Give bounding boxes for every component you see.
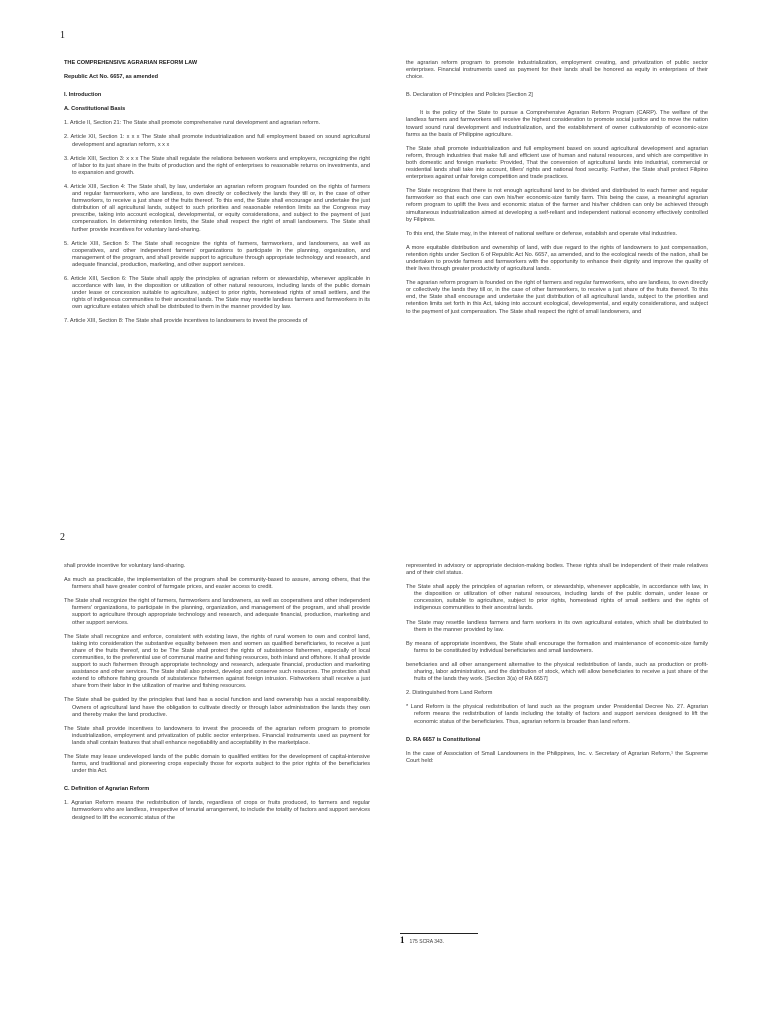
paragraph: In the case of Association of Small Landowners in the Philippines, Inc. v. Secretary of Agrarian Reform,¹ the Supreme Court held:	[406, 750, 708, 764]
paragraph: A more equitable distribution and ownership of land, with due regard to the rights of landowners to just compensation, retention rights under Section 6 of Republic Act No. 6657, as amended, and to the ecological needs of the nation, shall be undertaken to provide farmers and farmworkers with the opportunity to enhance their dignity and improve the quality of their lives through greater productivity of agricultural lands.	[406, 244, 708, 273]
paragraph: To this end, the State may, in the interest of national welfare or defense, establish and operate vital industries.	[406, 230, 678, 237]
paragraph: 3. Article XIII, Section 3: x x x The State shall regulate the relations between workers and employers, recognizing the right of labor to its just share in the fruits of production and the right of enterprises to reasonable returns on investments, and to expansion and growth.	[64, 155, 370, 176]
paragraph: The State shall promote industrialization and full employment based on sound agricultural development and agrarian reform, through industries that make full and efficient use of human and natural resources, and which are competitive in both domestic and foreign markets: Provided, That the conversion of agricultural lands into industrial, commercial or residential lands shall take into account, tillers' rights and national food security. Further, the State shall protect Filipino enterprises against unfair foreign competition and trade practices.	[406, 145, 708, 181]
paragraph: The State shall recognize and enforce, consistent with existing laws, the rights of rural women to own and control land, taking into consideration the substantive equality between men and women as qualified beneficiaries, to receive a just share of the fruits thereof, and to be The State shall protect the rights of subsistence fishermen, especially of local communities, to the preferential use of communal marine and fishing resources, both inland and offshore. It shall provide support to such fishermen through appropriate technology and research, adequate financial, production and marketing assistance and other services. The State shall also protect, develop and conserve such resources. The protection shall extend to offshore fishing grounds of subsistence fishermen against foreign intrusion. Fishworkers shall receive a just share from their labor in the utilization of marine and fishing resources.	[64, 633, 370, 690]
paragraph: shall provide incentive for voluntary land-sharing.	[64, 563, 186, 569]
paragraph: 4. Article XIII, Section 4: The State shall, by law, undertake an agrarian reform program founded on the rights of farmers and regular farmworkers, who are landless, to own directly or collectively the lands they till or, in the case of other farmworkers, to receive a just share of the fruits thereof. To this end, the State shall encourage and undertake the just distribution of all agricultural lands, subject to such priorities and reasonable retention limits as the Congress may prescribe, taking into account ecological, developmental, or equity considerations, and subject to the payment of just compensation. In determining retention limits, the State shall respect the right of small landowners. The State shall further provide incentives for voluntary land-sharing.	[64, 183, 370, 233]
paragraph: The State shall apply the principles of agrarian reform, or stewardship, whenever applicable, in accordance with law, in the disposition or utilization of other natural resources, including lands of the public domain, under lease or concession, suitable to agriculture, subject to prior rights, homestead rights of small settlers and the rights of indigenous communities to their ancestral lands.	[406, 584, 708, 612]
footnote-text: 175 SCRA 343.	[409, 939, 444, 945]
page1-left-column	[64, 60, 370, 333]
paragraph: 7. Article XIII, Section 8: The State shall provide incentives to landowners to invest the proceeds of	[64, 318, 308, 325]
paragraph: The State may lease undeveloped lands of the public domain to qualified entities for the development of capital-intensive farms, and traditional and pioneering crops especially those for exports subject to the prior rights of the beneficiaries under this Act.	[64, 753, 370, 775]
paragraph: 2. Distinguished from Land Reform	[406, 690, 493, 697]
page2-right-column	[406, 563, 708, 772]
paragraph: 5. Article XIII, Section 5: The State shall recognize the rights of farmers, farmworkers, and landowners, as well as cooperatives, and other independent farmers' organizations to participate in the planning, organization, and management of the program, and shall provide support to agriculture through appropriate technology and research, and adequate financial, production, marketing, and other support services.	[64, 240, 370, 268]
paragraph: beneficiaries and all other arrangement alternative to the physical redistribution of lands, such as production or profit-sharing, labor administration, and the distribution of stock, which will allow beneficiaries to receive a just share of the fruits of the lands they work. [Section 3(a) of RA 6657]	[406, 661, 708, 683]
paragraph: D. RA 6657 is Constitutional	[406, 736, 481, 743]
paragraph: The agrarian reform program is founded on the right of farmers and regular farmworkers, who are landless, to own directly or collectively the lands they till or, in the case of other farmworkers, to receive a just share of the fruits thereof. To this end, the State shall encourage and undertake the just distribution of all agricultural lands, subject to the priorities and retention limits set forth in this Act, taking into account ecological, developmental, and equity considerations, and subject to the payment of just compensation. The State shall respect the right of small landowners, and	[406, 280, 708, 315]
paragraph: represented in advisory or appropriate decision-making bodies. These rights shall be independent of their male relatives and of their civil status.	[406, 563, 708, 577]
paragraph: A. Constitutional Basis	[64, 106, 126, 113]
page-number: 2	[60, 532, 65, 543]
paragraph: The State shall provide incentives to landowners to invest the proceeds of the agrarian reform program to promote industrialization, employment and privatization of public sector enterprises. Financial instruments used as payment for lands shall contain features that shall enhance negotiability and acceptability in the marketplace.	[64, 725, 370, 746]
paragraph: 1. Agrarian Reform means the redistribution of lands, regardless of crops or fruits produced, to farmers and regular farmworkers who are landless, irrespective of tenurial arrangement, to include the totality of factors and support services designed to lift the economic status of the	[64, 800, 370, 821]
paragraph: 1. Article II, Section 21: The State shall promote comprehensive rural development and agrarian reform.	[64, 120, 321, 127]
paragraph: THE COMPREHENSIVE AGRARIAN REFORM LAW	[64, 60, 198, 66]
paragraph: 2. Article XII, Section 1: x x x The State shall promote industrialization and full employment based on sound agricultural development and agrarian reform, x x x	[64, 134, 370, 148]
paragraph: As much as practicable, the implementation of the program shall be community-based to assure, among others, that the farmers shall have greater control of farmgate prices, and easier access to credit.	[64, 577, 370, 591]
paragraph: 6. Article XIII, Section 6: The State shall apply the principles of agrarian reform or stewardship, whenever applicable in accordance with law, in the disposition or utilization of other natural resources, including lands of the public domain under lease or concession suitable to agriculture, subject to prior rights, homestead rights of small settlers, and the rights of indigenous communities to their ancestral lands. The State may resettle landless farmers and farmworkers in its own agriculture estates which shall be distributed to them in the manner provided by law.	[64, 275, 370, 311]
page1-right-column	[406, 60, 708, 323]
paragraph: It is the policy of the State to pursue a Comprehensive Agrarian Reform Program (CARP). The welfare of the landless farmers and farmworkers will receive the highest consideration to promote social justice and to move the nation toward sound rural development and industrialization, and the establishment of owner cultivatorship of economic-size farms as the basis of Philippine agriculture.	[406, 110, 708, 138]
paragraph: The State shall be guided by the principles that land has a social function and land ownership has a social responsibility. Owners of agricultural land have the obligation to cultivate directly or through labor administration the lands they own and thereby make the land productive.	[64, 697, 370, 718]
paragraph: Republic Act No. 6657, as amended	[64, 74, 158, 81]
footnote-number: 1	[400, 935, 405, 945]
paragraph: By means of appropriate incentives, the State shall encourage the formation and maintenance of economic-size family farms to be constituted by individual beneficiaries and small landowners.	[406, 640, 708, 654]
page2-left-column	[64, 563, 370, 829]
footnote	[400, 937, 444, 946]
paragraph: The State may resettle landless farmers and farm workers in its own agricultural estates, which shall be distributed to them in the manner provided by law.	[406, 619, 708, 633]
paragraph: C. Definition of Agrarian Reform	[64, 786, 150, 793]
paragraph: The State recognizes that there is not enough agricultural land to be divided and distributed to each farmer and regular farmworker so that each one can own his/her economic-size family farm. This being the case, a meaningful agrarian reform program to uplift the lives and economic status of the farmer and his/her children can only be achieved through simultaneous industrialization aimed at developing a self-reliant and independent national economy effectively controlled by Filipinos.	[406, 188, 708, 223]
footnote-rule	[400, 933, 478, 934]
paragraph: * Land Reform is the physical redistribution of land such as the program under Presidential Decree No. 27. Agrarian reform means the redistribution of lands including the totality of factors and support services designed to lift the economic status of the beneficiaries. Thus, agrarian reform is broader than land reform.	[406, 704, 708, 725]
paragraph: B. Declaration of Principles and Policies [Section 2]	[406, 92, 533, 99]
paragraph: I. Introduction	[64, 92, 102, 99]
paragraph: the agrarian reform program to promote industrialization, employment creating, and privatization of public sector enterprises. Financial instruments used as payment for their lands shall be honored as equity in enterprises of their choice.	[406, 60, 708, 81]
paragraph: The State shall recognize the right of farmers, farmworkers and landowners, as well as cooperatives and other independent farmers' organizations, to participate in the planning, organization, and management of the program, and shall provide support to agriculture through appropriate technology and research, and adequate financial, production, marketing and other support services.	[64, 598, 370, 626]
page-number: 1	[60, 30, 65, 41]
